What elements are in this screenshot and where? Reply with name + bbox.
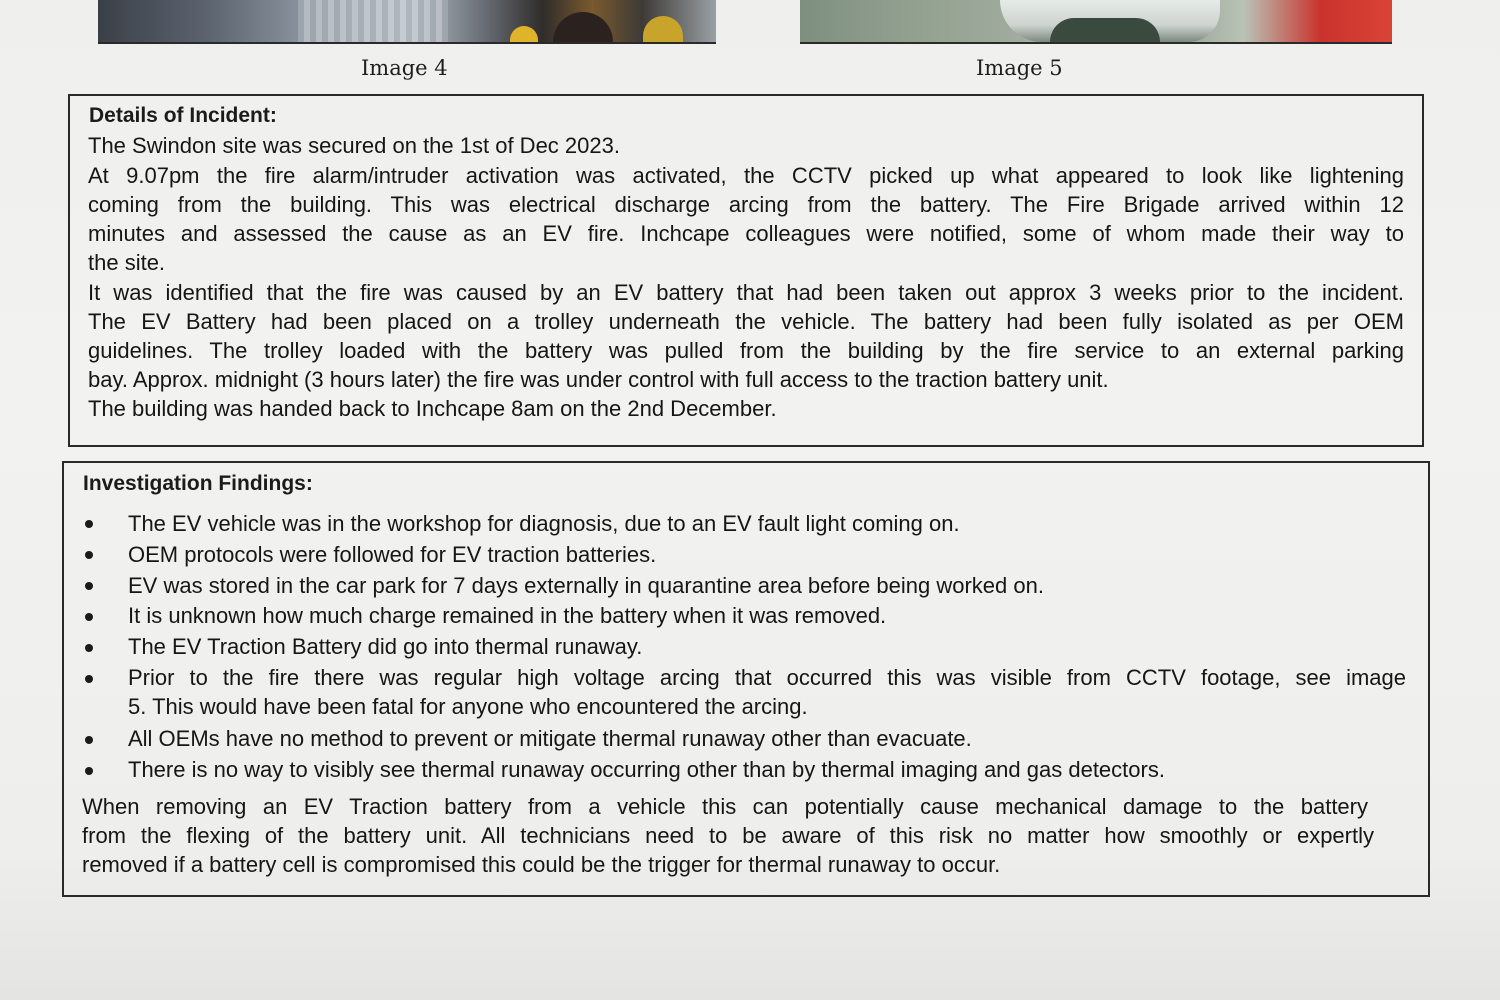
image-4-photo xyxy=(98,0,716,44)
bullet-dot xyxy=(85,644,93,652)
finding-item: The EV vehicle was in the workshop for diagnosis, due to an EV fault light coming on. xyxy=(128,511,960,536)
finding-item: The EV Traction Battery did go into thermal runaway. xyxy=(128,634,643,659)
details-line: The building was handed back to Inchcape 8am on the 2nd December. xyxy=(88,396,777,421)
details-line: coming from the building. This was electrical discharge arcing from the battery. The Fire Brigade arrived within 12 xyxy=(88,192,1404,217)
finding-item: OEM protocols were followed for EV traction batteries. xyxy=(128,542,657,567)
details-line: It was identified that the fire was caused by an EV battery that had been taken out approx 3 weeks prior to the incident. xyxy=(88,280,1404,305)
image-5-photo xyxy=(800,0,1392,44)
findings-closing-line: removed if a battery cell is compromised this could be the trigger for thermal runaway to occur. xyxy=(82,852,1001,877)
finding-item: Prior to the fire there was regular high voltage arcing that occurred this was visible from CCTV footage, see image xyxy=(128,665,1406,690)
details-line: minutes and assessed the cause as an EV fire. Inchcape colleagues were notified, some of whom made their way to xyxy=(88,221,1404,246)
bullet-dot xyxy=(85,551,93,559)
details-heading: Details of Incident: xyxy=(89,104,277,127)
details-line: guidelines. The trolley loaded with the battery was pulled from the building by the fire service to an external parking xyxy=(88,338,1404,363)
bullet-dot xyxy=(85,675,93,683)
bullet-dot xyxy=(85,520,93,528)
finding-item: EV was stored in the car park for 7 days externally in quarantine area before being worked on. xyxy=(128,573,1044,598)
bullet-dot xyxy=(85,582,93,590)
bullet-dot xyxy=(85,613,93,621)
finding-item: It is unknown how much charge remained in the battery when it was removed. xyxy=(128,603,887,628)
details-line: At 9.07pm the fire alarm/intruder activation was activated, the CCTV picked up what appeared to look like lightening xyxy=(88,163,1404,188)
image-4-caption: Image 4 xyxy=(361,56,448,80)
bullet-dot xyxy=(85,736,93,744)
finding-item: There is no way to visibly see thermal runaway occurring other than by thermal imaging and gas detectors. xyxy=(128,757,1165,782)
details-line: The Swindon site was secured on the 1st of Dec 2023. xyxy=(88,133,620,158)
bullet-dot xyxy=(85,767,93,775)
findings-closing-line: When removing an EV Traction battery from a vehicle this can potentially cause mechanical damage to the battery xyxy=(82,794,1368,819)
findings-heading: Investigation Findings: xyxy=(83,472,313,495)
details-line: bay. Approx. midnight (3 hours later) the fire was under control with full access to the traction battery unit. xyxy=(88,367,1109,392)
details-line: the site. xyxy=(88,250,166,275)
finding-item-continuation: 5. This would have been fatal for anyone who encountered the arcing. xyxy=(128,694,808,719)
image-5-caption: Image 5 xyxy=(976,56,1063,80)
finding-item: All OEMs have no method to prevent or mitigate thermal runaway other than evacuate. xyxy=(128,726,972,751)
findings-closing-line: from the flexing of the battery unit. All technicians need to be aware of this risk no matter how smoothly or expertly xyxy=(82,823,1374,848)
details-line: The EV Battery had been placed on a trolley underneath the vehicle. The battery had been fully isolated as per OEM xyxy=(88,309,1404,334)
